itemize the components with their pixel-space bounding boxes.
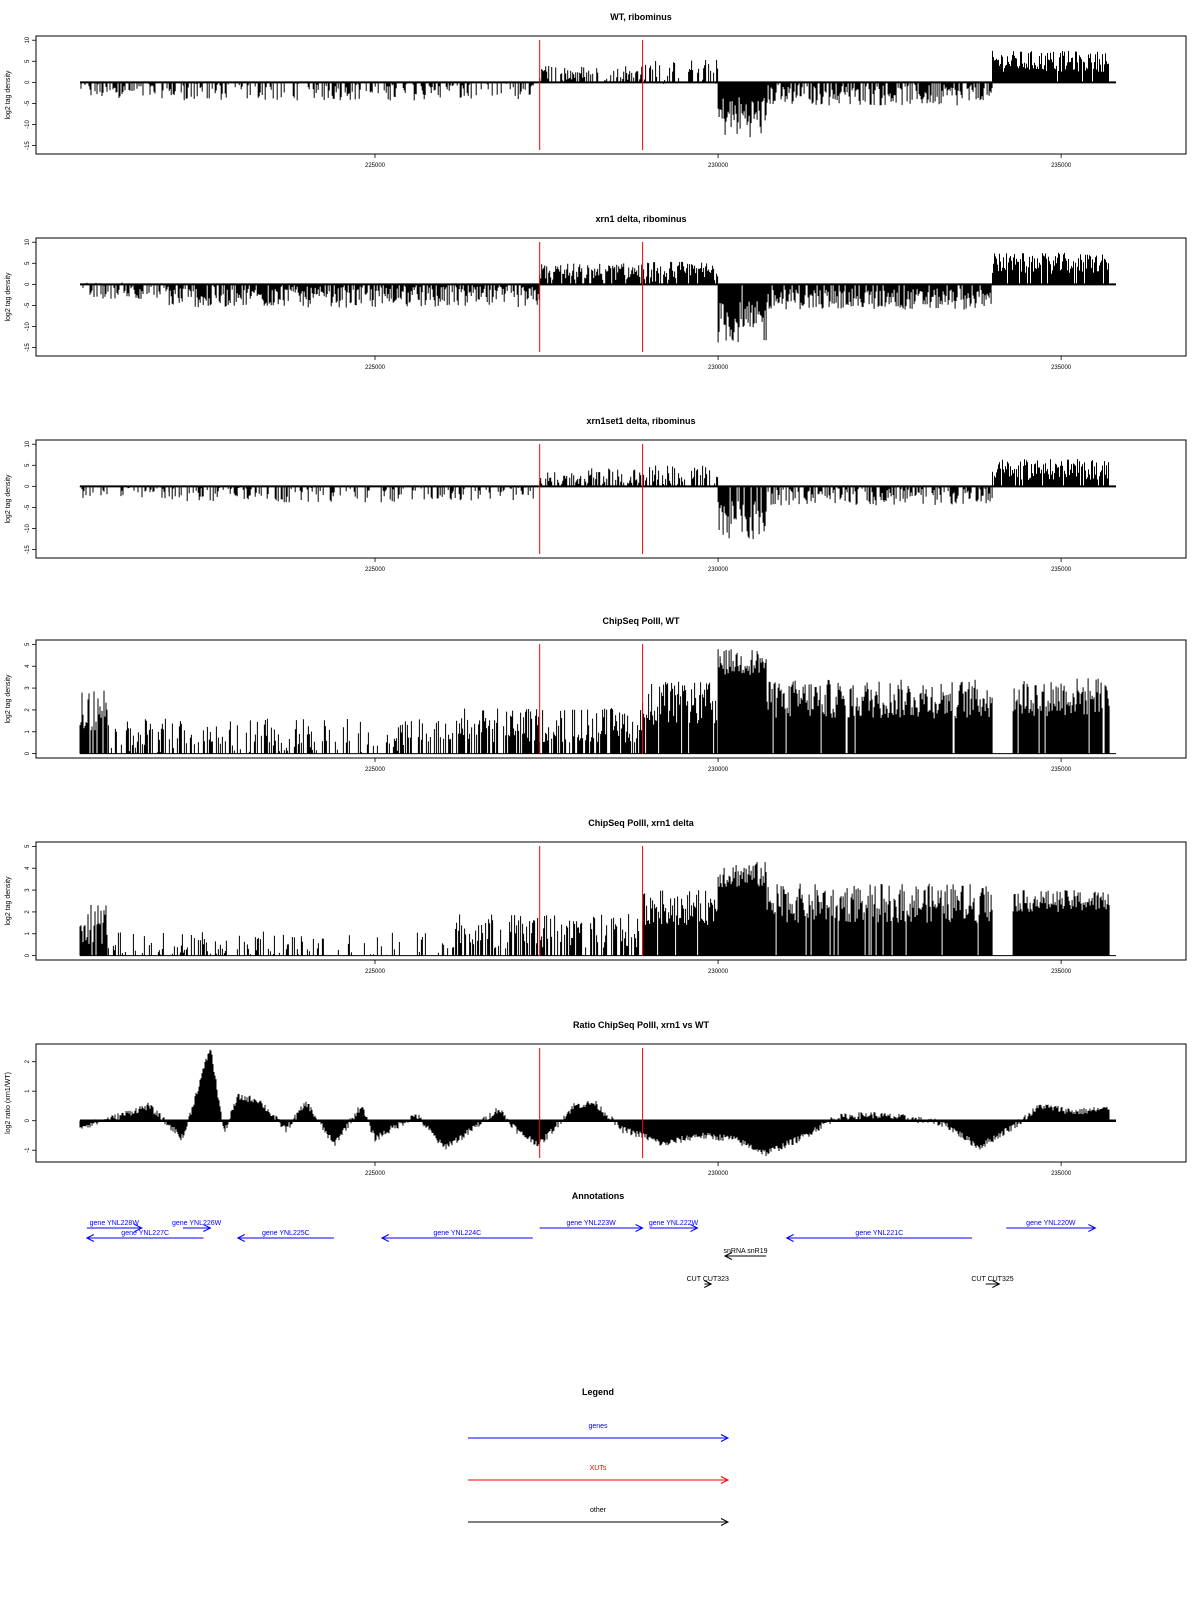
y-axis-label: log2 tag density xyxy=(5,674,12,724)
y-tick-label: 0 xyxy=(25,484,31,489)
x-tick-label: 230000 xyxy=(708,969,729,975)
annotation-label: gene YNL224C xyxy=(433,1230,482,1237)
legend-label: genes xyxy=(588,1423,608,1430)
signal-bars xyxy=(80,649,1109,753)
annotation-label: gene YNL228W xyxy=(89,1220,139,1227)
y-tick-label: 1 xyxy=(25,932,31,936)
y-tick-label: -5 xyxy=(25,100,31,107)
y-tick-label: 0 xyxy=(25,1119,31,1123)
annotation-label: gene YNL227C xyxy=(121,1230,170,1237)
y-tick-label: -10 xyxy=(25,524,31,533)
y-tick-label: -1 xyxy=(25,1147,31,1153)
y-tick-label: 5 xyxy=(25,844,31,849)
annotation-label: gene YNL226W xyxy=(171,1220,222,1227)
y-tick-label: 5 xyxy=(25,642,31,647)
annotation-label: snRNA snR19 xyxy=(723,1248,768,1255)
y-axis-label: log2 tag density xyxy=(5,876,12,926)
x-tick-label: 230000 xyxy=(708,1171,729,1177)
x-tick-label: 235000 xyxy=(1051,163,1072,169)
y-tick-label: 5 xyxy=(25,261,31,265)
x-tick-label: 230000 xyxy=(708,163,729,169)
y-tick-label: 0 xyxy=(25,80,31,85)
plot-frame xyxy=(36,440,1186,558)
y-tick-label: -10 xyxy=(25,120,31,129)
y-tick-label: 10 xyxy=(25,238,31,246)
y-tick-label: -15 xyxy=(25,141,31,150)
x-tick-label: 235000 xyxy=(1051,567,1072,573)
x-tick-label: 225000 xyxy=(365,969,386,975)
y-tick-label: 0 xyxy=(25,282,31,287)
signal-bars xyxy=(82,253,1109,343)
y-tick-label: -10 xyxy=(25,322,31,331)
x-tick-label: 225000 xyxy=(365,767,386,773)
y-tick-label: 2 xyxy=(25,1060,31,1064)
x-tick-label: 235000 xyxy=(1051,1171,1072,1177)
x-tick-label: 235000 xyxy=(1051,767,1072,773)
signal-bars xyxy=(81,51,1109,137)
annotation-label: gene YNL220W xyxy=(1026,1220,1076,1227)
annotation-label: gene YNL225C xyxy=(261,1230,310,1237)
y-tick-label: 3 xyxy=(25,686,31,690)
y-tick-label: 10 xyxy=(25,36,31,44)
x-tick-label: 225000 xyxy=(365,163,386,169)
legend-label: XUTs xyxy=(589,1465,607,1472)
signal-bars xyxy=(80,459,1109,539)
y-tick-label: -15 xyxy=(25,545,31,554)
x-tick-label: 235000 xyxy=(1051,969,1072,975)
chart-title: ChipSeq PolII, WT xyxy=(602,616,680,626)
y-tick-label: 0 xyxy=(25,751,31,756)
x-tick-label: 225000 xyxy=(365,567,386,573)
annotation-label: gene YNL222W xyxy=(648,1220,699,1227)
y-tick-label: -5 xyxy=(25,302,31,309)
annotation-label: CUT CUT325 xyxy=(971,1276,1014,1283)
chart-title: Ratio ChipSeq PolII, xrn1 vs WT xyxy=(572,1020,710,1030)
x-tick-label: 230000 xyxy=(708,567,729,573)
y-axis-label: log2 ratio (xrn1/WT) xyxy=(5,1072,12,1134)
y-tick-label: 5 xyxy=(25,463,31,467)
x-tick-label: 225000 xyxy=(365,365,386,371)
annotation-label: gene YNL221C xyxy=(855,1230,904,1237)
annotations-title: Annotations xyxy=(571,1191,625,1201)
x-tick-label: 225000 xyxy=(365,1171,386,1177)
legend-label: other xyxy=(590,1507,606,1514)
chart-title: xrn1set1 delta, ribominus xyxy=(586,416,696,426)
x-tick-label: 230000 xyxy=(708,365,729,371)
y-axis-label: log2 tag density xyxy=(5,272,12,322)
y-tick-label: 5 xyxy=(25,59,31,63)
signal-bars xyxy=(80,862,1109,956)
y-tick-label: 3 xyxy=(25,888,31,892)
y-axis-label: log2 tag density xyxy=(5,70,12,120)
y-tick-label: -5 xyxy=(25,504,31,511)
annotation-label: CUT CUT323 xyxy=(686,1276,729,1283)
y-tick-label: 10 xyxy=(25,440,31,448)
y-tick-label: 1 xyxy=(25,730,31,734)
y-tick-label: -15 xyxy=(25,343,31,352)
y-tick-label: 0 xyxy=(25,953,31,958)
y-tick-label: 4 xyxy=(25,664,31,668)
x-tick-label: 235000 xyxy=(1051,365,1072,371)
chart-title: WT, ribominus xyxy=(610,12,672,22)
y-tick-label: 2 xyxy=(25,708,31,712)
y-tick-label: 2 xyxy=(25,910,31,914)
chart-title: xrn1 delta, ribominus xyxy=(595,214,687,224)
annotation-label: gene YNL223W xyxy=(566,1220,616,1227)
x-tick-label: 230000 xyxy=(708,767,729,773)
ratio-area xyxy=(80,1050,1109,1156)
y-tick-label: 1 xyxy=(25,1089,31,1093)
y-axis-label: log2 tag density xyxy=(5,474,12,524)
y-tick-label: 4 xyxy=(25,866,31,870)
legend-title: Legend xyxy=(581,1387,615,1397)
chart-title: ChipSeq PolII, xrn1 delta xyxy=(588,818,694,828)
